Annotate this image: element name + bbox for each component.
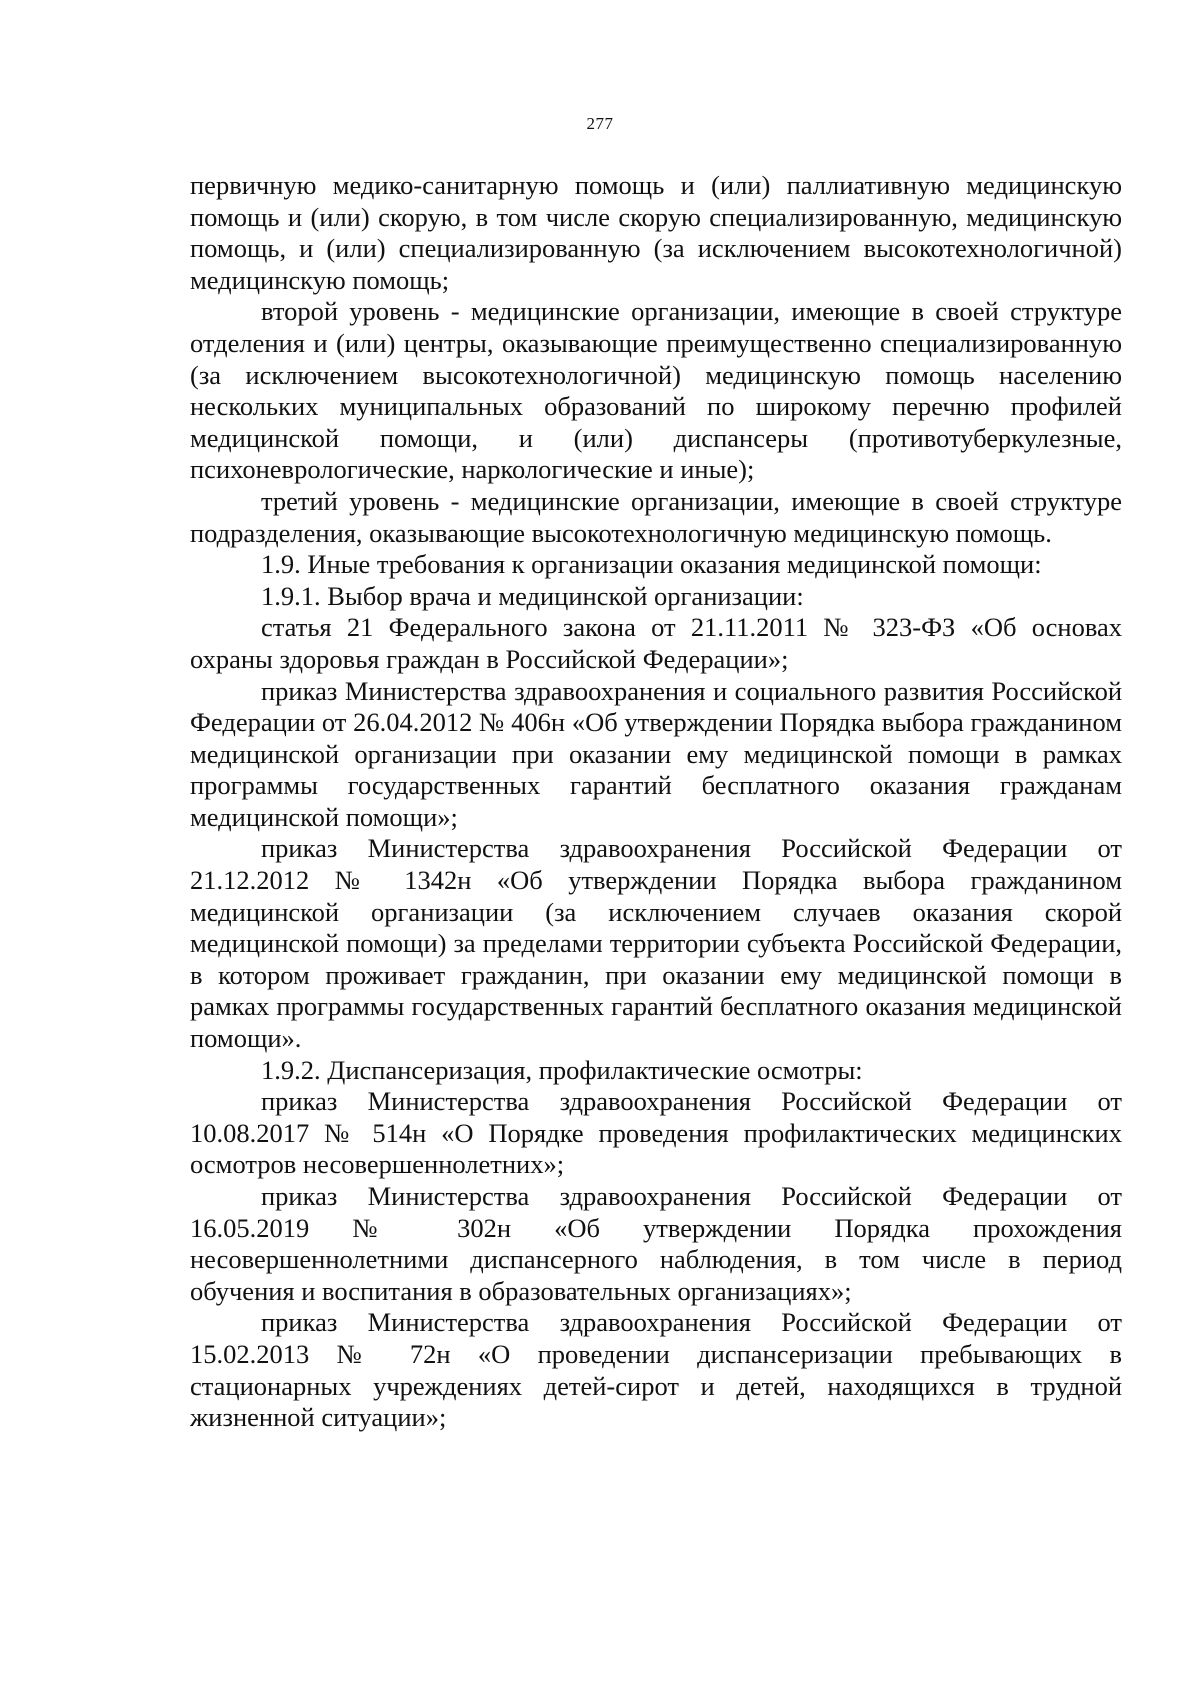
paragraph-order-72n: приказ Министерства здравоохранения Российской Федерации от 15.02.2013 № 72н «О проведении диспансеризации пребывающих в стационарных учреждениях детей-сирот и детей, находящихся в трудной жизненной ситуации»; — [190, 1307, 1122, 1433]
paragraph-order-302n: приказ Министерства здравоохранения Российской Федерации от 16.05.2019 № 302н «Об утверждении Порядка прохождения несовершеннолетними диспансерного наблюдения, в том числе в период обучения и воспитания в образовательных организациях»; — [190, 1181, 1122, 1306]
paragraph-third-level: третий уровень - медицинские организации, имеющие в своей структуре подразделения, оказывающие высокотехнологичную медицинскую помощь. — [190, 485, 1122, 548]
document-body — [190, 170, 1122, 1434]
paragraph-order-1342n: приказ Министерства здравоохранения Российской Федерации от 21.12.2012 № 1342н «Об утверждении Порядка выбора гражданином медицинской организации (за исключением случаев оказания скорой медицинской помощи) за пределами территории субъекта Российской Федерации, в котором проживает гражданин, при оказании ему медицинской помощи в рамках программы государственных гарантий бесплатного оказания медицинской помощи». — [190, 833, 1122, 1054]
paragraph-order-514n: приказ Министерства здравоохранения Российской Федерации от 10.08.2017 № 514н «О Порядке проведения профилактических медицинских осмотров несовершеннолетних»; — [190, 1086, 1122, 1180]
section-heading-1-9: 1.9. Иные требования к организации оказания медицинской помощи: — [261, 549, 1042, 580]
paragraph-order-406n: приказ Министерства здравоохранения и социального развития Российской Федерации от 26.04.2012 № 406н «Об утверждении Порядка выбора гражданином медицинской организации при оказании ему медицинской помощи в рамках программы государственных гарантий бесплатного оказания гражданам медицинской помощи»; — [190, 675, 1122, 832]
paragraph-article-21: статья 21 Федерального закона от 21.11.2011 № 323-ФЗ «Об основах охраны здоровья граждан в Российской Федерации»; — [190, 612, 1122, 674]
paragraph-second-level: второй уровень - медицинские организации, имеющие в своей структуре отделения и (или) центры, оказывающие преимущественно специализированную (за исключением высокотехнологичной) медицинскую помощь населению нескольких муниципальных образований по широкому перечню профилей медицинской помощи, и (или) диспансеры (противотуберкулезные, психоневрологические, наркологические и иные); — [190, 296, 1122, 485]
subsection-heading-1-9-2: 1.9.2. Диспансеризация, профилактические осмотры: — [261, 1054, 863, 1085]
paragraph-continuation: первичную медико-санитарную помощь и (или) паллиативную медицинскую помощь и (или) скорую, в том числе скорую специализированную, медицинскую помощь, и (или) специализированную (за исключением высокотехнологичной) медицинскую помощь; — [190, 170, 1122, 295]
subsection-heading-1-9-1: 1.9.1. Выбор врача и медицинской организации: — [261, 580, 804, 611]
page-number: 277 — [586, 114, 614, 133]
